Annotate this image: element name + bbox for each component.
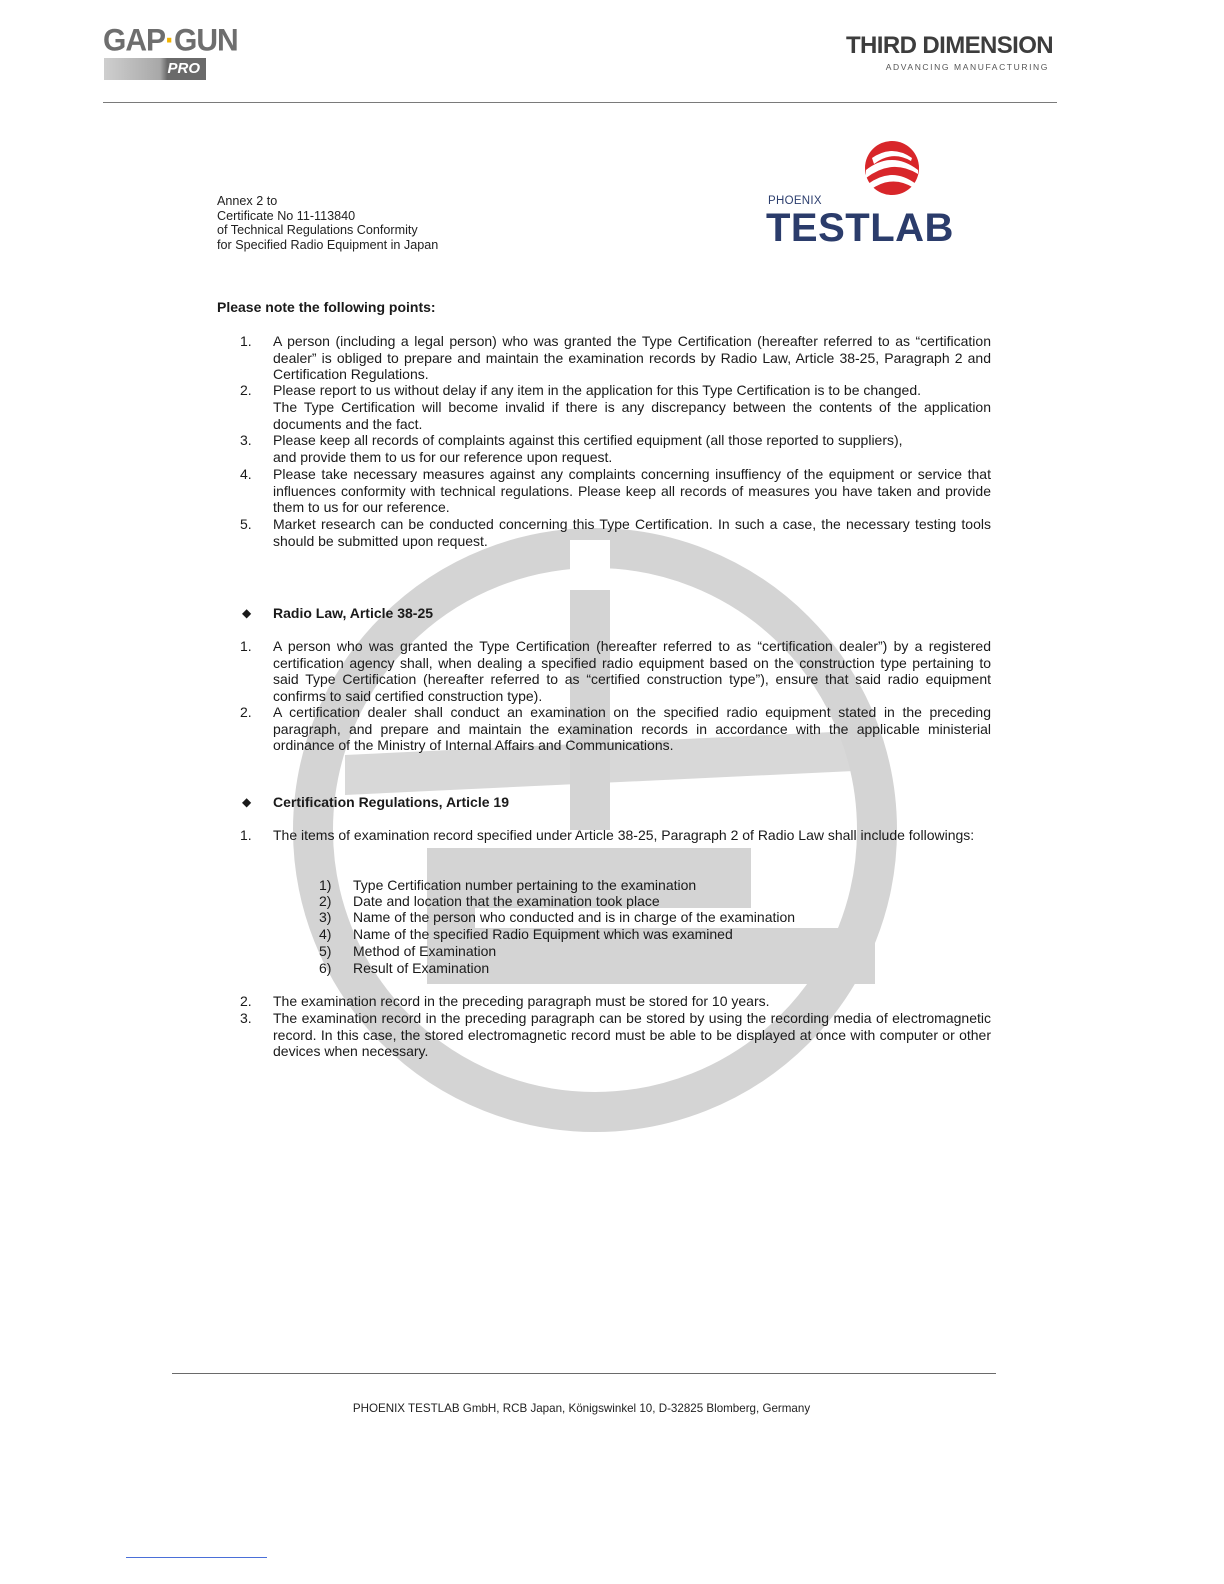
list-number: 3. bbox=[240, 432, 252, 448]
third-dimension-wordmark: THIRD DIMENSION bbox=[846, 32, 1054, 59]
note-item-2-text: The Type Certification will become invalid if there is any discrepancy between the contents of the application documents and the fact. bbox=[273, 399, 991, 432]
diamond-bullet-icon: ◆ bbox=[242, 606, 252, 620]
cert-regs-item-3: The examination record in the preceding paragraph can be stored by using the recording media of electromagnetic record. In this case, the stored electromagnetic record must be able to be displayed at once with computer or other devices when necessary. bbox=[273, 1010, 991, 1060]
phoenix-emblem-icon bbox=[862, 140, 922, 198]
sub-list-item: Result of Examination bbox=[353, 960, 490, 976]
list-number: 1. bbox=[240, 333, 252, 349]
list-number: 5. bbox=[240, 516, 252, 532]
sub-list-item: Name of the specified Radio Equipment which was examined bbox=[353, 926, 733, 942]
list-number: 3. bbox=[240, 1010, 252, 1026]
radio-law-heading: Radio Law, Article 38-25 bbox=[273, 605, 434, 621]
list-number: 1. bbox=[240, 827, 252, 843]
notes-heading: Please note the following points: bbox=[217, 299, 436, 315]
third-dimension-logo bbox=[846, 32, 1052, 74]
sub-list-number: 6) bbox=[319, 960, 332, 976]
note-item-4: Please take necessary measures against any complaints concerning insuffiency of the equipment or service that influences conformity with technical regulations. Please keep all records of measures you have taken and provide them to us for our reference. bbox=[273, 466, 991, 516]
note-item-3-line1: Please keep all records of complaints against this certified equipment (all those reported to suppliers), bbox=[273, 432, 903, 448]
annex-line: of Technical Regulations Conformity bbox=[217, 223, 418, 238]
footer-address: PHOENIX TESTLAB GmbH, RCB Japan, Königswinkel 10, D-32825 Blomberg, Germany bbox=[352, 1402, 811, 1415]
list-number: 1. bbox=[240, 638, 252, 654]
cert-regs-item-2: The examination record in the preceding paragraph must be stored for 10 years. bbox=[273, 993, 770, 1009]
footer-divider bbox=[172, 1373, 996, 1374]
annex-line: for Specified Radio Equipment in Japan bbox=[217, 237, 439, 252]
annex-reference bbox=[217, 194, 438, 252]
radio-law-item-1: A person who was granted the Type Certification (hereafter referred to as “certification dealer”) by a registered certification agency shall, when dealing a specified radio equipment based on the construction type pertaining to said Type Certification (hereafter referred to as “certified construction type”), ensure that said radio equipment confirms to said certified construction type). bbox=[273, 638, 991, 705]
note-item-5: Market research can be conducted concerning this Type Certification. In such a case, the necessary testing tools should be submitted upon request. bbox=[273, 516, 991, 549]
diamond-bullet-icon: ◆ bbox=[242, 795, 252, 809]
list-number: 4. bbox=[240, 466, 252, 482]
gapgun-pro-badge: PRO bbox=[104, 58, 206, 80]
cert-regs-heading: Certification Regulations, Article 19 bbox=[273, 794, 509, 810]
sub-list-number: 4) bbox=[319, 926, 332, 942]
radio-law-item-2: A certification dealer shall conduct an examination on the specified radio equipment stated in the preceding paragraph, and prepare and maintain the examination records in accordance with the applicable ministerial ordinance of the Ministry of Internal Affairs and Communications. bbox=[273, 704, 991, 754]
testlab-phoenix-label: PHOENIX bbox=[768, 195, 822, 207]
third-dimension-tagline: ADVANCING MANUFACTURING bbox=[885, 62, 1049, 72]
sub-list-number: 5) bbox=[319, 943, 332, 959]
gapgun-wordmark: GAP·GUN bbox=[103, 23, 238, 58]
header-divider bbox=[103, 102, 1057, 103]
phoenix-testlab-logo bbox=[766, 140, 1006, 250]
list-number: 2. bbox=[240, 993, 252, 1009]
sub-list-number: 1) bbox=[319, 877, 332, 893]
annex-line: Certificate No 11-113840 bbox=[217, 208, 356, 223]
testlab-wordmark: TESTLAB bbox=[766, 206, 954, 250]
note-item-1: A person (including a legal person) who was granted the Type Certification (hereafter referred to as “certification dealer” is obliged to prepare and maintain the examination records by Radio Law, Article 38-25, Paragraph 2 and Certification Regulations. bbox=[273, 333, 991, 383]
annex-line: Annex 2 to bbox=[217, 194, 278, 208]
sub-list-number: 3) bbox=[319, 909, 332, 925]
link-underline bbox=[126, 1557, 267, 1558]
gapgun-pro-logo bbox=[103, 23, 238, 82]
list-number: 2. bbox=[240, 704, 252, 720]
list-number: 2. bbox=[240, 382, 252, 398]
sub-list-item: Type Certification number pertaining to the examination bbox=[353, 877, 697, 893]
cert-regs-item-1: The items of examination record specified under Article 38-25, Paragraph 2 of Radio Law shall include followings: bbox=[273, 827, 975, 843]
sub-list-number: 2) bbox=[319, 893, 332, 909]
note-item-3-line2: and provide them to us for our reference upon request. bbox=[273, 449, 613, 465]
sub-list-item: Name of the person who conducted and is in charge of the examination bbox=[353, 909, 796, 925]
note-item-2-line1: Please report to us without delay if any item in the application for this Type Certification is to be changed. bbox=[273, 382, 921, 398]
sub-list-item: Method of Examination bbox=[353, 943, 497, 959]
sub-list-item: Date and location that the examination took place bbox=[353, 893, 660, 909]
